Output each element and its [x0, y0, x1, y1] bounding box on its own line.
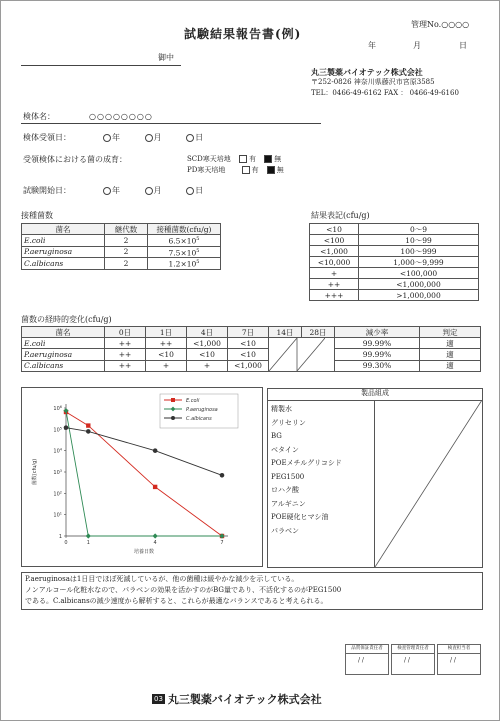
data-point — [153, 448, 158, 453]
inoculum-count — [148, 235, 221, 247]
legend-marker — [171, 416, 175, 420]
composition-item: パラベン — [271, 526, 299, 535]
pd-row — [187, 166, 284, 175]
notation-symbol: +++ — [310, 290, 359, 301]
notation-range: 10～99 — [359, 235, 479, 246]
table-row — [310, 257, 479, 268]
data-point — [64, 425, 69, 430]
pd-yes-checkbox[interactable] — [242, 166, 250, 174]
tc-header: 1日 — [146, 327, 187, 338]
month-circle-icon — [145, 134, 153, 142]
company-phone: TEL：0466-49-6162 FAX ： 0466-49-6160 — [311, 89, 459, 97]
chart-frame — [21, 387, 263, 567]
inoculum-name: C.albicans — [22, 258, 105, 270]
timecourse-title: 菌数の経時的変化(cfu/g) — [21, 315, 112, 324]
notation-title: 結果表記(cfu/g) — [311, 211, 370, 220]
table-row — [22, 338, 481, 349]
received-day: 日 — [195, 133, 204, 142]
scd-no-label: 無 — [274, 155, 282, 163]
line-chart — [22, 388, 262, 566]
legend-label: E.coli — [186, 398, 200, 404]
tc-name: P.aeruginosa — [22, 349, 105, 360]
count-mantissa: 6.5×10 — [168, 236, 197, 246]
scd-label: SCD寒天培地 — [187, 155, 231, 163]
tc-judge: 適 — [420, 338, 481, 349]
company-address: 〒252-0826 神奈川県藤沢市宮原3585 — [311, 78, 435, 86]
tc-header: 14日 — [269, 327, 302, 338]
footer-company: 丸三製薬バイオテック株式会社 — [167, 693, 322, 706]
start-year-circle-icon — [103, 187, 111, 195]
tc-rate: 99.99% — [335, 349, 420, 360]
inoculum-header-passage: 継代数 — [105, 224, 148, 235]
table-row — [310, 246, 479, 257]
tc-cell: <10 — [228, 338, 269, 349]
table-row — [22, 235, 221, 247]
y-tick-label: $10^2$ — [53, 490, 62, 498]
tc-judge: 適 — [420, 360, 481, 371]
received-year: 年 — [112, 133, 120, 142]
x-tick-label: 0 — [64, 540, 68, 546]
tc-cell: <10 — [187, 349, 228, 360]
comment-line-3: である。C.albicansの減少速度から解析すると、これらが最適なバランスであると考えられる。 — [25, 597, 328, 605]
page-number: 03 — [154, 695, 163, 703]
tc-empty-cell — [269, 338, 335, 372]
legend-marker — [171, 398, 175, 402]
x-tick-label: 7 — [220, 540, 224, 546]
count-exponent: 5 — [196, 259, 200, 265]
approval-label: 品質保証責任者 — [346, 645, 388, 654]
legend-label: P.aeruginosa — [186, 407, 218, 413]
start-month: 月 — [153, 186, 162, 195]
data-point — [220, 473, 225, 478]
table-row — [22, 246, 221, 258]
x-axis-label: 培養日数 — [133, 549, 155, 555]
tc-name: C.albicans — [22, 360, 105, 371]
addressee-line — [21, 65, 181, 66]
year-circle-icon — [103, 134, 111, 142]
tc-header: 菌名 — [22, 327, 105, 338]
y-tick-label: $10^5$ — [53, 426, 62, 434]
composition-item: POEメチルグリコシド — [271, 459, 342, 467]
addressee-suffix: 御中 — [158, 53, 174, 62]
tc-rate: 99.30% — [335, 360, 420, 371]
y-tick-label: $10^6$ — [53, 405, 62, 412]
inoculum-passage: 2 — [105, 246, 148, 258]
comment-line-2: ノンアルコール化粧水なので、パラベンの効果を活かすのがBG量であり、不活化するのがPEG1500 — [25, 586, 342, 594]
notation-symbol: + — [310, 268, 359, 279]
notation-range: 1,000～9,999 — [359, 257, 479, 268]
tc-cell: <10 — [228, 349, 269, 360]
tc-cell: <1,000 — [187, 338, 228, 349]
notation-table — [309, 223, 479, 301]
table-row — [22, 360, 481, 371]
table-row — [310, 279, 479, 290]
footer — [152, 691, 322, 707]
date-month: 月 — [413, 41, 421, 50]
y-tick-label: 1 — [58, 534, 62, 540]
notation-range: >1,000,000 — [359, 290, 479, 301]
composition-item: ロハク酸 — [271, 486, 299, 494]
table-row — [22, 258, 221, 270]
start-month-circle-icon — [145, 187, 153, 195]
tc-header: 4日 — [187, 327, 228, 338]
start-date-label: 試験開始日： — [23, 186, 71, 195]
scd-row — [187, 155, 281, 164]
timecourse-table — [21, 326, 481, 372]
composition-list — [271, 403, 342, 538]
received-month: 月 — [153, 133, 162, 142]
count-exponent: 5 — [196, 236, 200, 242]
tc-name: E.coli — [22, 338, 105, 349]
report-title: 試験結果報告書(例) — [184, 27, 302, 41]
notation-symbol: <100 — [310, 235, 359, 246]
composition-item: グリセリン — [271, 418, 306, 427]
tc-header: 判定 — [420, 327, 481, 338]
received-date-fields — [103, 133, 203, 143]
start-day: 日 — [195, 186, 204, 195]
table-row — [310, 224, 479, 235]
tc-cell: <10 — [146, 349, 187, 360]
table-row — [310, 235, 479, 246]
approval-date: / / — [404, 657, 410, 664]
pd-no-label: 無 — [276, 166, 284, 174]
composition-item: BG — [271, 432, 282, 440]
pd-yes-label: 有 — [251, 166, 259, 174]
notation-symbol: ++ — [310, 279, 359, 290]
approval-label: 検査管理責任者 — [392, 645, 434, 654]
tc-cell: ++ — [105, 338, 146, 349]
notation-range: 0～9 — [359, 224, 479, 235]
x-tick-label: 4 — [153, 540, 157, 546]
comment-line-1: P.aeruginosaは1日目でほぼ死滅しているが、他の菌種は緩やかな減少を示している。 — [25, 575, 299, 583]
company-name: 丸三製薬バイオテック株式会社 — [311, 67, 423, 77]
inoculum-count — [148, 258, 221, 270]
approval-label: 検査担当者 — [438, 645, 480, 654]
start-day-circle-icon — [186, 187, 194, 195]
approval-quality — [345, 644, 389, 675]
scd-no-checkbox[interactable] — [264, 155, 272, 163]
approval-date: / / — [450, 657, 456, 664]
received-date-label: 検体受領日： — [23, 133, 71, 142]
y-tick-label: $10^1$ — [53, 511, 62, 519]
data-point — [86, 423, 90, 427]
notation-range: 100～999 — [359, 246, 479, 257]
tc-rate: 99.99% — [335, 338, 420, 349]
inoculum-passage: 2 — [105, 258, 148, 270]
composition-strike — [375, 400, 482, 567]
pd-no-checkbox[interactable] — [267, 166, 275, 174]
management-number-label: 管理No. — [411, 20, 442, 29]
tc-cell: ++ — [105, 360, 146, 371]
notation-symbol: <10 — [310, 224, 359, 235]
management-number — [411, 20, 469, 30]
notation-range: <1,000,000 — [359, 279, 479, 290]
date-day: 日 — [459, 41, 467, 50]
tc-cell: ++ — [146, 338, 187, 349]
notation-symbol: <10,000 — [310, 257, 359, 268]
series-line — [66, 428, 222, 476]
inoculum-title: 接種菌数 — [21, 211, 53, 220]
scd-yes-label: 有 — [249, 155, 256, 163]
tc-cell: <1,000 — [228, 360, 269, 371]
sample-name-underline — [21, 123, 321, 124]
y-tick-label: $10^3$ — [53, 469, 62, 476]
sample-name-label: 検体名： — [23, 112, 55, 121]
data-point — [86, 429, 91, 434]
inoculum-name: E.coli — [22, 235, 105, 247]
composition-box — [267, 388, 483, 568]
tc-cell: + — [146, 360, 187, 371]
y-tick-label: $10^4$ — [53, 447, 62, 455]
y-axis-label: 菌数(cfu/g) — [32, 458, 38, 486]
sample-name-value: ○○○○○○○○ — [89, 112, 153, 121]
notation-range: <100,000 — [359, 268, 479, 279]
table-row — [22, 349, 481, 360]
composition-item: 精製水 — [271, 405, 292, 413]
inoculum-name: P.aeruginosa — [22, 246, 105, 258]
notation-symbol: <1,000 — [310, 246, 359, 257]
approval-inspector — [437, 644, 481, 675]
tc-header: 28日 — [302, 327, 335, 338]
count-mantissa: 1.2×10 — [168, 259, 197, 269]
pd-label: PD寒天培地 — [187, 166, 226, 174]
approval-date: / / — [358, 657, 364, 664]
composition-title: 製品組成 — [268, 389, 482, 401]
date-year: 年 — [368, 41, 376, 50]
x-tick-label: 1 — [86, 540, 90, 546]
day-circle-icon — [186, 134, 194, 142]
tc-cell: ++ — [105, 349, 146, 360]
tc-strike — [269, 338, 325, 371]
tc-header: 7日 — [228, 327, 269, 338]
table-row — [310, 290, 479, 301]
data-point — [86, 533, 91, 538]
tc-cell: + — [187, 360, 228, 371]
inoculum-table — [21, 223, 221, 270]
tc-header: 減少率 — [335, 327, 420, 338]
comment-box — [21, 572, 483, 610]
count-exponent: 5 — [196, 247, 200, 254]
composition-item: PEG1500 — [271, 472, 305, 481]
start-date-fields — [103, 186, 203, 196]
inoculum-header-count: 接種菌数(cfu/g) — [148, 224, 221, 235]
inoculum-count — [148, 246, 221, 258]
legend-label: C.albicans — [186, 416, 212, 422]
data-point — [153, 485, 157, 489]
composition-item: ベタイン — [271, 445, 299, 454]
tc-judge: 適 — [420, 349, 481, 360]
growth-label: 受領検体における菌の成育： — [23, 155, 127, 164]
count-mantissa: 7.5×10 — [168, 248, 197, 257]
approval-inspection-manager — [391, 644, 435, 675]
management-number-value: ○○○○ — [441, 20, 470, 29]
composition-item: アルギニン — [271, 499, 306, 508]
inoculum-header-name: 菌名 — [22, 224, 105, 235]
scd-yes-checkbox[interactable] — [239, 155, 247, 163]
start-year: 年 — [112, 186, 120, 195]
data-point — [153, 533, 158, 538]
composition-item: POE硬化ヒマシ油 — [271, 513, 329, 521]
table-row — [310, 268, 479, 279]
inoculum-passage: 2 — [105, 235, 148, 247]
tc-header: 0日 — [105, 327, 146, 338]
